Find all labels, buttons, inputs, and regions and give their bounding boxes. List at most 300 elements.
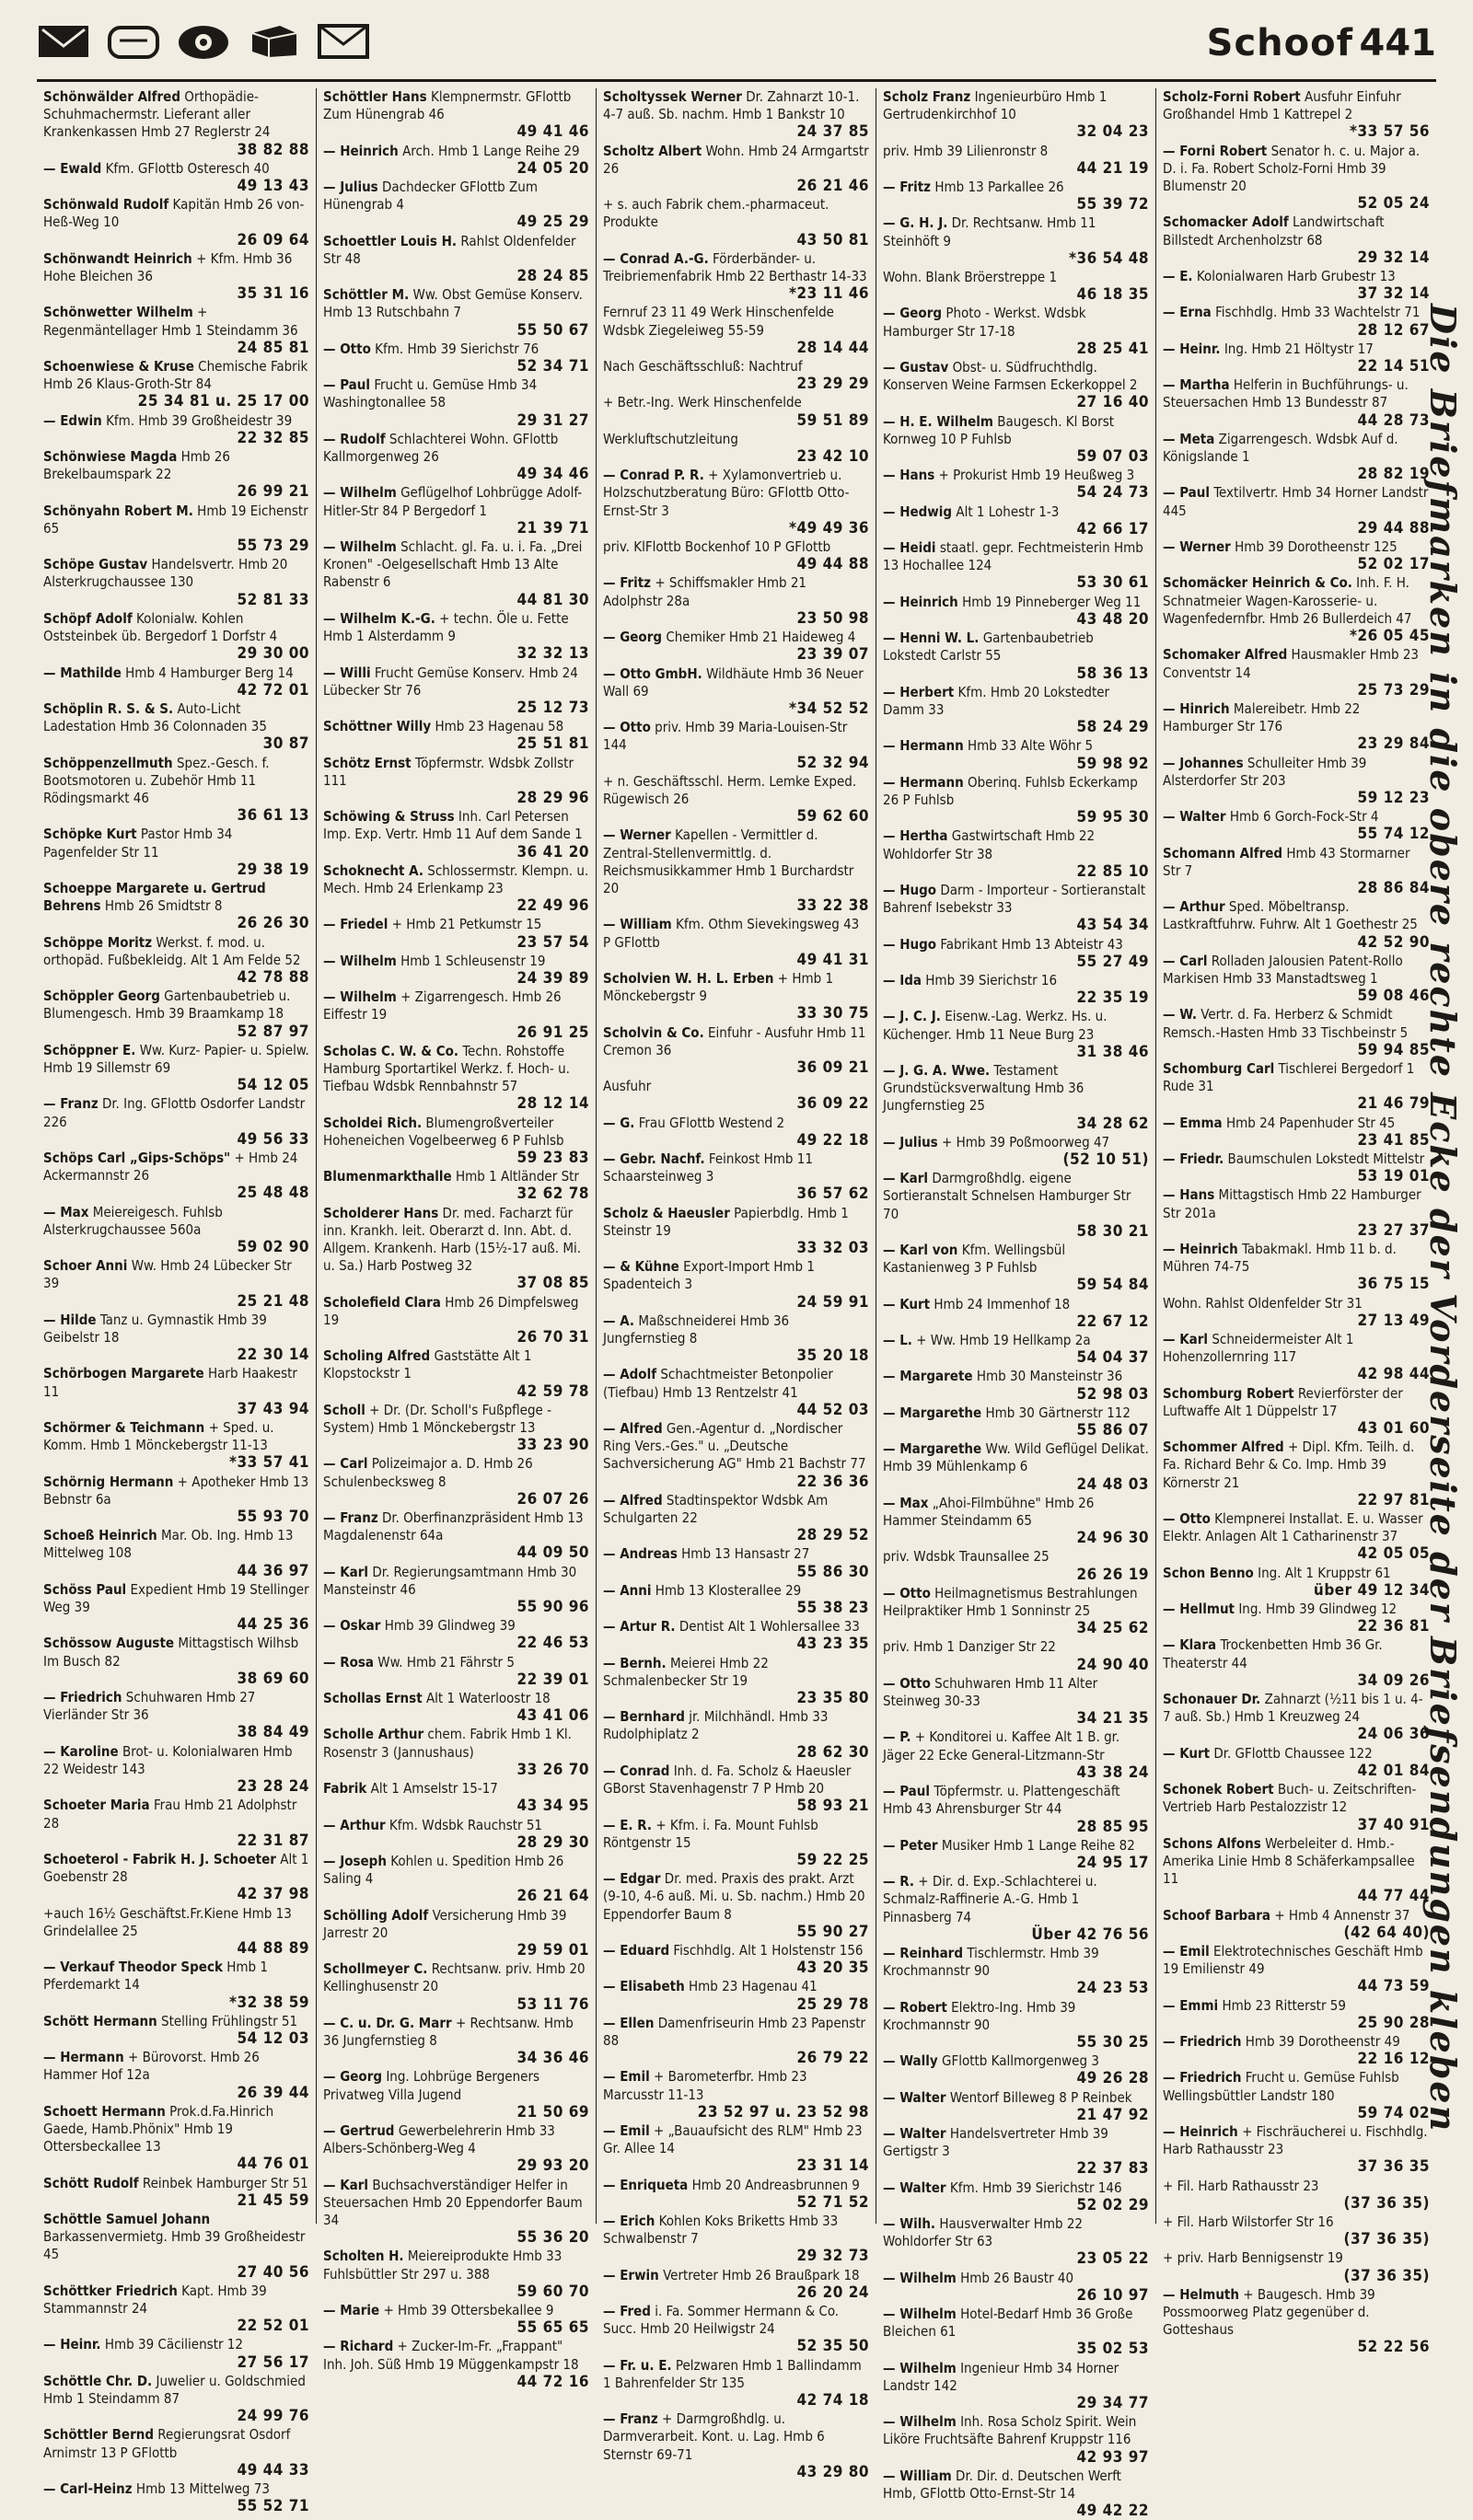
entry-name: Schöppner E. [43,1041,136,1058]
directory-entry [323,1853,589,1906]
entry-phone: 37 32 14 [1357,284,1430,304]
directory-entry [323,2248,589,2301]
directory-entry [43,755,309,826]
directory-entry [603,88,869,142]
entry-phone: 59 74 02 [1357,2103,1430,2122]
entry-address: Kfm. Othm Sievekingsweg 43 P GFlottb [603,916,860,951]
entry-address: Hmb 39 Sierichstr 16 [925,971,1058,988]
directory-entry [43,196,309,249]
entry-name: Scholten H. [323,2248,404,2265]
entry-phone: 54 24 73 [1076,483,1149,503]
entry-name: Scholle Arthur [323,1726,424,1743]
entry-name: — Hugo [883,881,937,898]
entry-address: Meiereigesch. Fuhlsb Alsterkrugchaussee 560a [43,1203,223,1238]
directory-entry [603,1618,869,1653]
entry-phone: 43 41 06 [516,1706,589,1726]
directory-entry [323,1205,589,1293]
letter-open-icon [317,20,370,61]
entry-name: — Herbert [883,683,955,700]
entry-address: Kfm. Wdsbk Rauchstr 51 [389,1816,543,1833]
entry-phone: 29 93 20 [516,2156,589,2176]
directory-entry [323,376,589,430]
entry-name: Schoenwiese & Kruse [43,358,194,376]
entry-name: — A. [603,1312,635,1329]
entry-name: — Otto GmbH. [603,665,702,682]
entry-address: Hmb 39 Cäcilienstr 12 [104,2336,243,2353]
directory-entry [1163,1295,1430,1330]
entry-phone: 26 99 21 [237,482,309,502]
entry-phone: 23 31 14 [796,2156,869,2176]
entry-name: — Alfred [603,1420,663,1438]
entry-address: Wohn. Hmb 24 Armgartstr 26 [603,142,869,177]
directory-entry [323,665,589,718]
entry-address: Kfm. Hmb 39 Sierichstr 76 [375,340,539,357]
directory-entry [43,2373,309,2426]
entry-address: Kapellen - Vermittler d. Zentral-Stellenvermittlg. d. Reichsmusikkammer Hmb 1 Burchardstr 20 [603,827,854,896]
directory-entry [603,1817,869,1870]
entry-address: Techn. Rohstoffe Hamburg Sportartikel Werkz. f. Hoch- u. Tiefbau Wdsbk Rennbahnstr 57 [323,1042,570,1095]
entry-address: Darm - Importeur - Sortieranstalt Bahrenf Isebekstr 33 [883,881,1146,917]
entry-phone: 55 27 49 [1076,952,1149,971]
entry-address: Trockenbetten Hmb 36 Gr. Theaterstr 44 [1163,1636,1383,1671]
entry-address: Baumschulen Lokstedt Mittelstr [1227,1150,1425,1167]
directory-entry [1163,341,1430,376]
entry-address: Schlacht. gl. Fa. u. i. Fa. „Drei Kronen" -Oelgesellschaft Hmb 13 Alte Rabenstr 6 [323,538,583,591]
directory-entry [883,1945,1149,1998]
entry-phone: 49 26 28 [1076,2069,1149,2088]
entry-phone: 28 12 14 [516,1094,589,1114]
entry-phone: 43 54 34 [1076,916,1149,935]
entry-address: Schuhwaren Hmb 11 Alter Steinweg 30-33 [883,1674,1098,1710]
directory-entry [1163,1745,1430,1780]
entry-name: — Peter [883,1836,938,1854]
directory-entry [323,988,589,1042]
directory-entry [603,1582,869,1617]
entry-phone: 59 60 70 [516,2282,589,2301]
entry-phone: 55 93 70 [237,1508,309,1527]
entry-phone: 22 85 10 [1076,861,1149,881]
entry-name: Scholz Franz [883,88,971,105]
entry-address: Blumengroßverteiler Hoheneichen Vogelbeerweg 6 P Fuhlsb [323,1114,564,1149]
directory-entry [1163,1510,1430,1564]
entry-phone: 23 50 98 [796,608,869,628]
directory-entry [323,2015,589,2068]
entry-phone: 43 34 95 [516,1797,589,1816]
entry-name: Schomäcker Heinrich & Co. [1163,574,1352,592]
directory-entry [323,179,589,232]
entry-address: Ing. Hmb 21 Höltystr 17 [1224,340,1374,357]
directory-entry [883,179,1149,214]
entry-address: Nach Geschäftsschluß: Nachtruf [603,358,803,376]
entry-address: Buch- u. Zeitschriften-Vertrieb Harb Pestalozzistr 12 [1163,1781,1417,1816]
entry-phone: 59 94 85 [1357,1040,1430,1059]
entry-phone: (52 10 51) [1062,1150,1149,1169]
entry-address: Auto-Licht Ladestation Hmb 36 Colonnaden 35 [43,699,267,735]
directory-entry [43,358,309,411]
entry-address: Hmb 33 Alte Wöhr 5 [967,737,1094,755]
directory-entry [883,1873,1149,1944]
entry-address: Sped. Möbeltransp. Lastkraftfuhrw. Fuhrw. Alt 1 Goethestr 25 [1163,898,1418,933]
entry-name: — Fred [603,2302,651,2319]
entry-name: — Margarethe [883,1404,982,1421]
entry-address: Dr. Zahnarzt 10-1. 4-7 auß. Sb. nachm. Hmb 1 Bankstr 10 [603,88,860,123]
entry-address: + Dir. d. Exp.-Schlachterei u. Schmalz-Raffinerie A.-G. Hmb 1 Pinnasberg 74 [883,1873,1097,1925]
entry-name: — Heinr. [43,2336,101,2353]
entry-phone: 52 34 71 [516,357,589,376]
entry-phone: 54 12 03 [237,2029,309,2048]
directory-entry [603,394,869,429]
entry-phone: 23 35 80 [796,1689,869,1708]
entry-address: + Kfm. Hmb 36 Hohe Bleichen 36 [43,249,293,285]
entry-phone: 22 52 01 [237,2317,309,2336]
entry-name: — Artur R. [603,1618,676,1636]
entry-name: — Friedel [323,916,389,933]
directory-entry [883,1495,1149,1548]
entry-name: — E. [1163,268,1193,285]
directory-entry [43,665,309,699]
entry-phone: 31 38 46 [1076,1042,1149,1061]
entry-address: Alt 1 Amselstr 15-17 [370,1780,498,1798]
directory-entry [323,1960,589,2014]
directory-entry [603,719,869,772]
entry-address: + Konditorei u. Kaffee Alt 1 B. gr. Jäger 22 Ecke General-Litzmann-Str [883,1728,1120,1763]
entry-phone: 55 65 65 [516,2318,589,2338]
directory-entry [1163,953,1430,1006]
entry-address: Inh. Carl Petersen Imp. Exp. Vertr. Hmb 11 Auf dem Sande 1 [323,808,583,843]
entry-address: Inh. d. Fa. Scholz & Haeusler GBorst Stavenhagenstr 7 P Hmb 20 [603,1762,852,1798]
entry-address: Handelsvertr. Hmb 20 Alsterkrugchaussee 130 [43,556,288,591]
entry-address: Frau GFlottb Westend 2 [638,1114,785,1131]
entry-phone: 44 73 59 [1357,1977,1430,1996]
entry-phone: 55 90 96 [516,1598,589,1617]
entry-name: — Emmi [1163,1996,1219,2014]
entry-name: Scholing Alfred [323,1347,431,1365]
directory-entry [323,88,589,142]
entry-address: Ausfuhr Einfuhr Großhandel Hmb 1 Kattrepel 2 [1163,88,1401,123]
directory-entry [1163,1439,1430,1509]
entry-name: Schöttner Willy [323,718,432,735]
directory-entry [603,1115,869,1150]
entry-name: Schomacker Adolf [1163,214,1289,231]
entry-phone: 49 44 33 [237,2460,309,2480]
entry-phone: 52 81 33 [237,590,309,609]
entry-address: Mittagstisch Hmb 22 Hamburger Str 201a [1163,1186,1421,1221]
entry-name: — Conrad [603,1762,670,1779]
directory-entry [323,1564,589,1617]
entry-phone: 55 73 29 [237,537,309,556]
entry-address: Kapt. Hmb 39 Stammannstr 24 [43,2282,267,2317]
entry-name: Scholdei Rich. [323,1114,423,1131]
directory-entry [1163,574,1430,645]
entry-phone: 37 36 35 [1357,2157,1430,2177]
entry-name: — J. C. J. [883,1008,941,1025]
entry-address: Musiker Hmb 1 Lange Reihe 82 [941,1836,1135,1854]
directory-entry [323,233,589,286]
entry-phone: 59 12 23 [1357,788,1430,807]
entry-address: + Regenmäntellager Hmb 1 Steindamm 36 [43,304,298,339]
entry-address: + Kfm. i. Fa. Mount Fuhlsb Röntgenstr 15 [603,1816,818,1851]
entry-address: Tabakmakl. Hmb 11 b. d. Mühren 74-75 [1163,1241,1397,1276]
entry-name: Schommer Alfred [1163,1439,1284,1456]
entry-name: — Erna [1163,304,1212,321]
directory-entry [603,665,869,719]
entry-phone: 35 20 18 [796,1347,869,1366]
directory-entry [883,1783,1149,1836]
entry-address: Kfm. Hmb 20 Lokstedter Damm 33 [883,683,1110,718]
entry-address: Vertreter Hmb 26 Braußpark 18 [663,2266,860,2283]
entry-address: Töpfermstr. Wdsbk Zollstr 111 [323,754,574,789]
directory-entry [1163,2069,1430,2122]
entry-name: — Wilhelm [883,2269,957,2286]
entry-address: Stadtinspektor Wdsbk Am Schulgarten 22 [603,1491,829,1527]
directory-entry [43,1851,309,1904]
directory-entry [883,2052,1149,2087]
directory-entry [883,2270,1149,2305]
directory-entry [43,2283,309,2336]
entry-name: — Wilhelm [883,2305,957,2322]
entry-address: Ww. Hmb 24 Lübecker Str 39 [43,1257,292,1292]
directory-entry [1163,1060,1430,1114]
entry-name: Schöpf Adolf [43,609,133,627]
entry-address: Dr. med. Praxis des prakt. Arzt (9-10, 4-6 auß. Mi. u. Sb. nachm.) Hmb 20 Eppendorfer Baum 8 [603,1870,865,1923]
directory-entry [1163,1636,1430,1690]
entry-phone: 26 21 46 [796,177,869,196]
entry-address: Hmb 19 Eichenstr 65 [43,502,308,537]
entry-name: Scholvien W. H. L. Erben [603,969,774,987]
directory-entry [1163,898,1430,952]
directory-entry [883,503,1149,538]
directory-entry [43,934,309,988]
entry-address: Hausmakler Hmb 23 Conventstr 14 [1163,646,1419,681]
directory-entry [1163,2178,1430,2213]
directory-entry [323,484,589,538]
entry-name: — W. [1163,1006,1197,1023]
entry-name: — Klara [1163,1636,1217,1654]
entry-address: Kfm. Wellingsbül Kastanienweg 3 P Fuhlsb [883,1242,1066,1277]
entry-name: — Ewald [43,159,102,177]
directory-entry [883,1008,1149,1061]
entry-phone: 26 20 24 [796,2283,869,2302]
entry-phone: 23 52 97 u. 23 52 98 [697,2102,869,2121]
entry-address: priv. Wdsbk Traunsallee 25 [883,1548,1050,1566]
entry-name: Scholtyssek Werner [603,88,742,105]
entry-name: — Margarete [883,1368,973,1385]
entry-address: + Fischräucherei u. Fischhdlg. Harb Rathausstr 23 [1163,2122,1428,2158]
entry-address: Reinbek Hamburger Str 51 [142,2174,308,2191]
directory-entry [883,827,1149,881]
entry-address: Frucht u. Gemüse Hmb 34 Washingtonallee 58 [323,376,538,411]
directory-entry [1163,1565,1430,1600]
directory-entry [603,1942,869,1977]
entry-phone: 55 90 27 [796,1922,869,1941]
entry-address: Gaststätte Alt 1 Klopstockstr 1 [323,1347,532,1382]
directory-entry [1163,1006,1430,1059]
directory-entry [883,1170,1149,1241]
entry-phone: 32 32 13 [516,644,589,664]
directory-entry [603,2068,869,2121]
entry-name: Schöplin R. S. & S. [43,699,174,717]
entry-address: Stelling Frühlingstr 51 [161,2012,298,2029]
entry-name: Scholz & Haeusler [603,1204,730,1221]
entry-phone: 25 73 29 [1357,680,1430,699]
entry-name: — Gustav [883,359,949,376]
entry-phone: 22 49 96 [516,896,589,916]
entry-name: — Werner [603,827,671,844]
directory-entry [323,1617,589,1652]
directory-entry [1163,646,1430,699]
entry-address: Gen.-Agentur d. „Nordischer Ring Vers.-Ges." u. „Deutsche Sachversicherung AG" Hmb 21 Bachstr 77 [603,1420,866,1473]
entry-address: Hmb 19 Pinneberger Weg 11 [962,593,1142,610]
directory-entry [603,1655,869,1708]
directory-entry [43,2480,309,2515]
directory-entry [1163,304,1430,339]
entry-phone: Über 42 76 56 [1031,1925,1149,1944]
entry-address: Hmb 20 Andreasbrunnen 9 [691,2176,860,2193]
directory-entry [1163,2286,1430,2357]
entry-name: Schon Benno [1163,1564,1254,1581]
entry-phone: 25 48 48 [237,1184,309,1203]
entry-address: Kohlen u. Spedition Hmb 26 Saling 4 [323,1852,564,1888]
entry-name: — Bernh. [603,1654,667,1671]
entry-address: Buchsachverständiger Helfer in Steuersachen Hmb 20 Eppendorfer Baum 34 [323,2176,583,2228]
entry-phone: 53 11 76 [516,1994,589,2014]
directory-entry [883,1062,1149,1133]
entry-phone: 28 62 30 [796,1742,869,1762]
entry-address: Zahnarzt (½11 bis 1 u. 4-7 auß. Sb.) Hmb 1 Kreuzweg 24 [1163,1691,1423,1726]
entry-name: Schönwiese Magda [43,448,178,466]
entry-phone: 22 97 81 [1357,1490,1430,1509]
entry-name: — Wally [883,2052,938,2070]
directory-entry [883,1296,1149,1331]
entry-address: + „Bauaufsicht des RLM" Hmb 23 Gr. Allee 14 [603,2121,863,2157]
entry-name: Schönwälder Alfred [43,88,180,105]
entry-phone: 44 77 44 [1357,1887,1430,1906]
entry-phone: 22 16 12 [1357,2050,1430,2069]
entry-name: Schönwald Rudolf [43,196,169,214]
directory-entry [43,1042,309,1095]
directory-entry [883,1368,1149,1403]
entry-address: Wildhäute Hmb 36 Neuer Wall 69 [603,665,864,699]
entry-name: Scholderer Hans [323,1204,439,1221]
entry-name: Schoett Hermann [43,2102,166,2120]
directory-entry [1163,376,1430,430]
directory-entry [603,574,869,628]
entry-address: „Ahoi-Filmbühne" Hmb 26 Hammer Steindamm 65 [883,1494,1095,1530]
entry-phone: 22 39 01 [516,1670,589,1689]
entry-phone: 49 42 22 [1076,2502,1149,2520]
entry-phone: 29 38 19 [237,860,309,879]
entry-address: Tanz u. Gymnastik Hmb 39 Geibelstr 18 [43,1311,267,1347]
entry-phone: 27 56 17 [237,2352,309,2372]
entry-phone: 59 95 30 [1076,808,1149,827]
entry-address: Zigarrengesch. Wdsbk Auf d. Königslande 1 [1163,430,1398,466]
entry-address: + Dr. (Dr. Scholl's Fußpflege - System) Hmb 1 Mönckebergstr 13 [323,1401,551,1437]
entry-phone: 26 39 44 [237,2083,309,2102]
entry-address: Elektro-Ing. Hmb 39 Krochmannstr 90 [883,1998,1076,2033]
entry-phone: 52 98 03 [1076,1384,1149,1404]
directory-entry [603,2122,869,2176]
entry-address: Dr. med. Facharzt für inn. Krankh. leit. Oberarzt d. Inn. Abt. d. Allgem. Krankenh. Harb (15½-17 auß. Mi. u. Sa.) Harb Postweg 32 [323,1204,582,1275]
entry-phone: 55 30 25 [1076,2032,1149,2052]
entry-name: — Enriqueta [603,2176,689,2193]
entry-name: — Paul [883,1783,931,1800]
entry-name: Schomburg Carl [1163,1059,1275,1077]
entry-phone: 28 29 52 [796,1526,869,1545]
entry-address: Senator h. c. u. Major a. D. i. Fa. Robert Scholz-Forni Hmb 39 Blumenstr 20 [1163,142,1421,195]
entry-phone: 33 32 03 [796,1239,869,1257]
entry-phone: (37 36 35) [1343,2230,1430,2249]
directory-entry [883,1548,1149,1583]
entry-name: — Karl [323,1563,369,1580]
entry-phone: 52 32 94 [796,753,869,772]
entry-name: — Arthur [323,1816,386,1833]
entry-name: — Otto [323,340,371,357]
directory-entry [603,1078,869,1113]
entry-phone: 27 13 49 [1357,1311,1430,1330]
entry-name: — Ellen [603,2014,655,2031]
entry-address: Schachtmeister Betonpolier (Tiefbau) Hmb 13 Rentzelstr 41 [603,1366,833,1401]
entry-name: — Anni [603,1581,652,1599]
entry-phone: 44 52 03 [796,1400,869,1419]
directory-entry [883,1242,1149,1295]
entry-phone: 59 54 84 [1076,1276,1149,1295]
entry-name: — Hugo [883,935,937,953]
directory-entry [603,1763,869,1816]
entry-name: — Margarethe [883,1440,982,1458]
entry-name: Schött Rudolf [43,2174,139,2191]
entry-phone: 25 12 73 [516,698,589,717]
entry-phone: 27 40 56 [237,2262,309,2282]
directory-entry [603,1366,869,1419]
entry-name: — Adolf [603,1366,657,1383]
entry-name: — Hans [1163,1186,1215,1204]
entry-address: Ww. Wild Geflügel Delikat. Hmb 39 Mühlenkamp 6 [883,1440,1149,1475]
entry-name: — Richard [323,2338,394,2355]
entry-phone: 21 50 69 [516,2102,589,2121]
entry-address: + Zigarrengesch. Hmb 26 Eiffestr 19 [323,988,562,1023]
directory-entry [323,953,589,988]
entry-phone: 44 09 50 [516,1543,589,1563]
entry-phone: 52 71 52 [796,2192,869,2212]
entry-phone: 55 86 07 [1076,1421,1149,1440]
entry-phone: 22 30 14 [237,1346,309,1365]
directory-entry [883,1837,1149,1872]
entry-name: Schoeppe Margarete u. Gertrud Behrens [43,879,266,915]
entry-phone: 29 30 00 [237,644,309,664]
entry-phone: 44 88 89 [237,1938,309,1958]
entry-name: — Wilhelm [323,484,397,502]
directory-entry [883,630,1149,683]
directory-entry [323,431,589,484]
entry-address: jr. Milchhändl. Hmb 33 Rudolphiplatz 2 [603,1708,829,1743]
entry-phone: 42 37 98 [237,1885,309,1904]
entry-name: — Heinrich [323,142,399,159]
entry-phone: 23 41 85 [1357,1130,1430,1150]
entry-name: — William [883,2467,952,2484]
entry-phone: 36 61 13 [237,806,309,826]
entry-address: + Ww. Hmb 19 Hellkamp 2a [916,1332,1091,1349]
directory-entry [603,1150,869,1204]
directory-entry [883,2215,1149,2269]
entry-address: Frucht Gemüse Konserv. Hmb 24 Lübecker Str 76 [323,664,578,699]
entry-address: Hmb 26 Dimpfelsweg 19 [323,1293,579,1328]
entry-address: Textilvertr. Hmb 34 Horner Landstr 445 [1163,484,1429,519]
entry-address: Juwelier u. Goldschmied Hmb 1 Steindamm 87 [43,2372,306,2407]
directory-entry [43,1797,309,1850]
entry-phone: 26 79 22 [796,2049,869,2068]
directory-entry [43,1743,309,1797]
entry-name: Scholtz Albert [603,142,702,159]
